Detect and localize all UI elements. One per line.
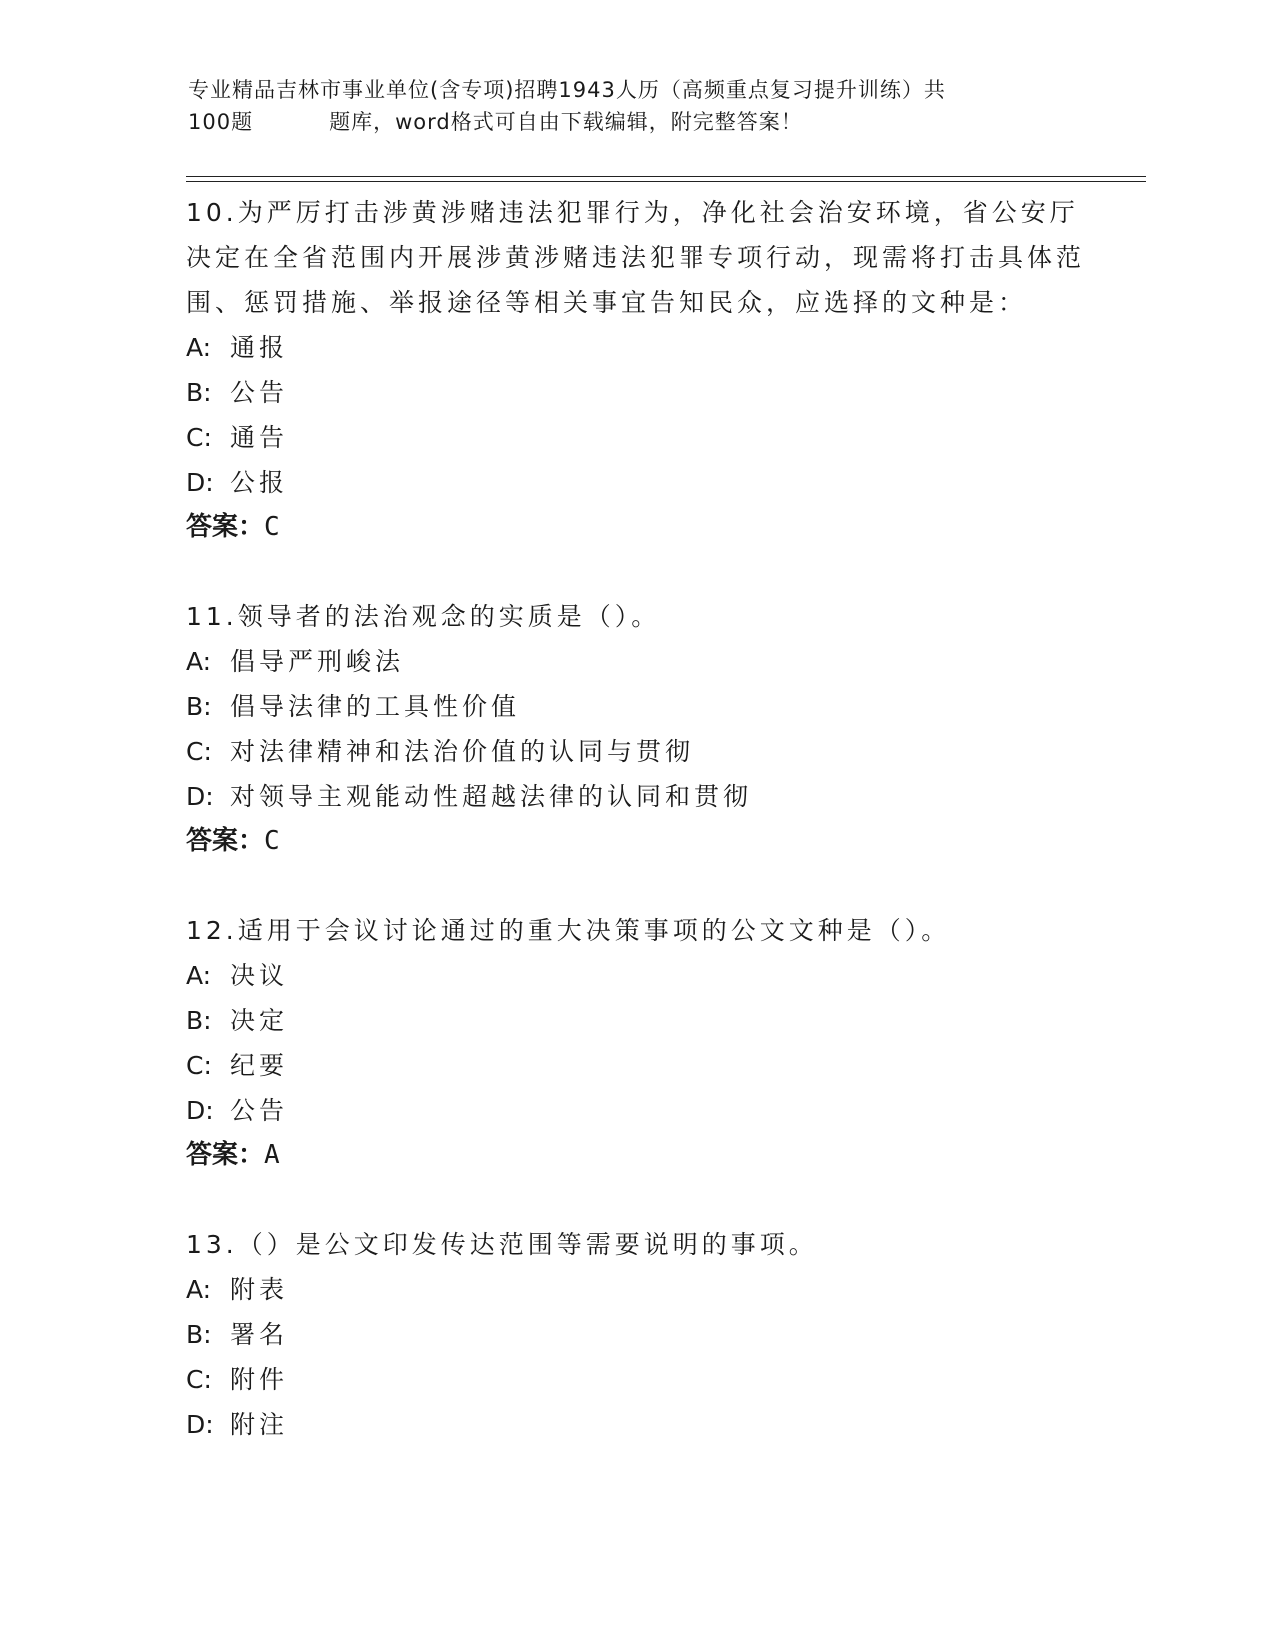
option-label: D:: [186, 1410, 214, 1439]
option-label: B:: [186, 378, 212, 407]
question-13: [186, 1222, 1086, 1447]
option-c: [186, 415, 1086, 460]
answer-value: C: [264, 512, 280, 542]
option-label: A:: [186, 1275, 212, 1304]
option-text: 纪要: [230, 1051, 289, 1080]
question-text: 11.领导者的法治观念的实质是（）。: [186, 602, 661, 631]
question-11: [186, 594, 1086, 864]
option-b: [186, 684, 1086, 729]
question-12: [186, 908, 1086, 1178]
option-label: D:: [186, 782, 214, 811]
option-label: D:: [186, 1096, 214, 1125]
question-list: [186, 190, 1086, 1491]
option-a: [186, 1267, 1086, 1312]
option-label: A:: [186, 333, 212, 362]
option-text: 公告: [230, 1096, 289, 1125]
option-a: [186, 325, 1086, 370]
option-c: [186, 1043, 1086, 1088]
document-header: [188, 74, 1088, 138]
option-b: [186, 370, 1086, 415]
option-text: 对领导主观能动性超越法律的认同和贯彻: [230, 782, 753, 811]
option-d: [186, 460, 1086, 505]
option-c: [186, 1357, 1086, 1402]
option-label: A:: [186, 647, 212, 676]
header-title-line-1: 专业精品吉林市事业单位(含专项)招聘1943人历（高频重点复习提升训练）共: [188, 78, 946, 102]
option-a: [186, 639, 1086, 684]
option-text: 决定: [230, 1006, 289, 1035]
option-text: 对法律精神和法治价值的认同与贯彻: [230, 737, 695, 766]
answer: [186, 819, 1086, 864]
header-divider-bottom: [186, 181, 1146, 182]
option-d: [186, 1088, 1086, 1133]
option-text: 署名: [230, 1320, 289, 1349]
option-label: B:: [186, 1006, 212, 1035]
question-10: [186, 190, 1086, 550]
option-text: 公报: [230, 468, 289, 497]
header-divider-top: [186, 176, 1146, 177]
option-label: C:: [186, 1051, 212, 1080]
option-label: A:: [186, 961, 212, 990]
answer-value: C: [264, 826, 280, 856]
answer-label: 答案：: [186, 1140, 265, 1170]
option-d: [186, 774, 1086, 819]
option-c: [186, 729, 1086, 774]
option-text: 倡导法律的工具性价值: [230, 692, 521, 721]
option-text: 附注: [230, 1410, 289, 1439]
header-title-line-2: [188, 106, 1088, 138]
option-text: 决议: [230, 961, 289, 990]
option-text: 公告: [230, 378, 289, 407]
option-label: C:: [186, 1365, 212, 1394]
option-text: 附件: [230, 1365, 289, 1394]
answer: [186, 1133, 1086, 1178]
option-text: 通报: [230, 333, 289, 362]
answer-label: 答案：: [186, 826, 265, 856]
header-description: 题库，word格式可自由下载编辑，附完整答案！: [329, 110, 803, 134]
option-a: [186, 953, 1086, 998]
answer: [186, 505, 1086, 550]
option-label: B:: [186, 1320, 212, 1349]
option-b: [186, 998, 1086, 1043]
option-text: 附表: [230, 1275, 289, 1304]
header-question-count: 100题: [188, 110, 254, 134]
answer-label: 答案：: [186, 512, 265, 542]
option-b: [186, 1312, 1086, 1357]
option-text: 倡导严刑峻法: [230, 647, 405, 676]
option-text: 通告: [230, 423, 289, 452]
option-label: B:: [186, 692, 212, 721]
option-label: D:: [186, 468, 214, 497]
option-label: C:: [186, 737, 212, 766]
option-d: [186, 1402, 1086, 1447]
option-label: C:: [186, 423, 212, 452]
question-text: 10.为严厉打击涉黄涉赌违法犯罪行为，净化社会治安环境，省公安厅决定在全省范围内开展涉黄涉赌违法犯罪专项行动，现需将打击具体范围、惩罚措施、举报途径等相关事宜告知民众，应选择的文种是：: [186, 198, 1086, 317]
question-text: 13.（）是公文印发传达范围等需要说明的事项。: [186, 1230, 818, 1259]
answer-value: A: [264, 1140, 280, 1170]
question-text: 12.适用于会议讨论通过的重大决策事项的公文文种是（）。: [186, 916, 951, 945]
